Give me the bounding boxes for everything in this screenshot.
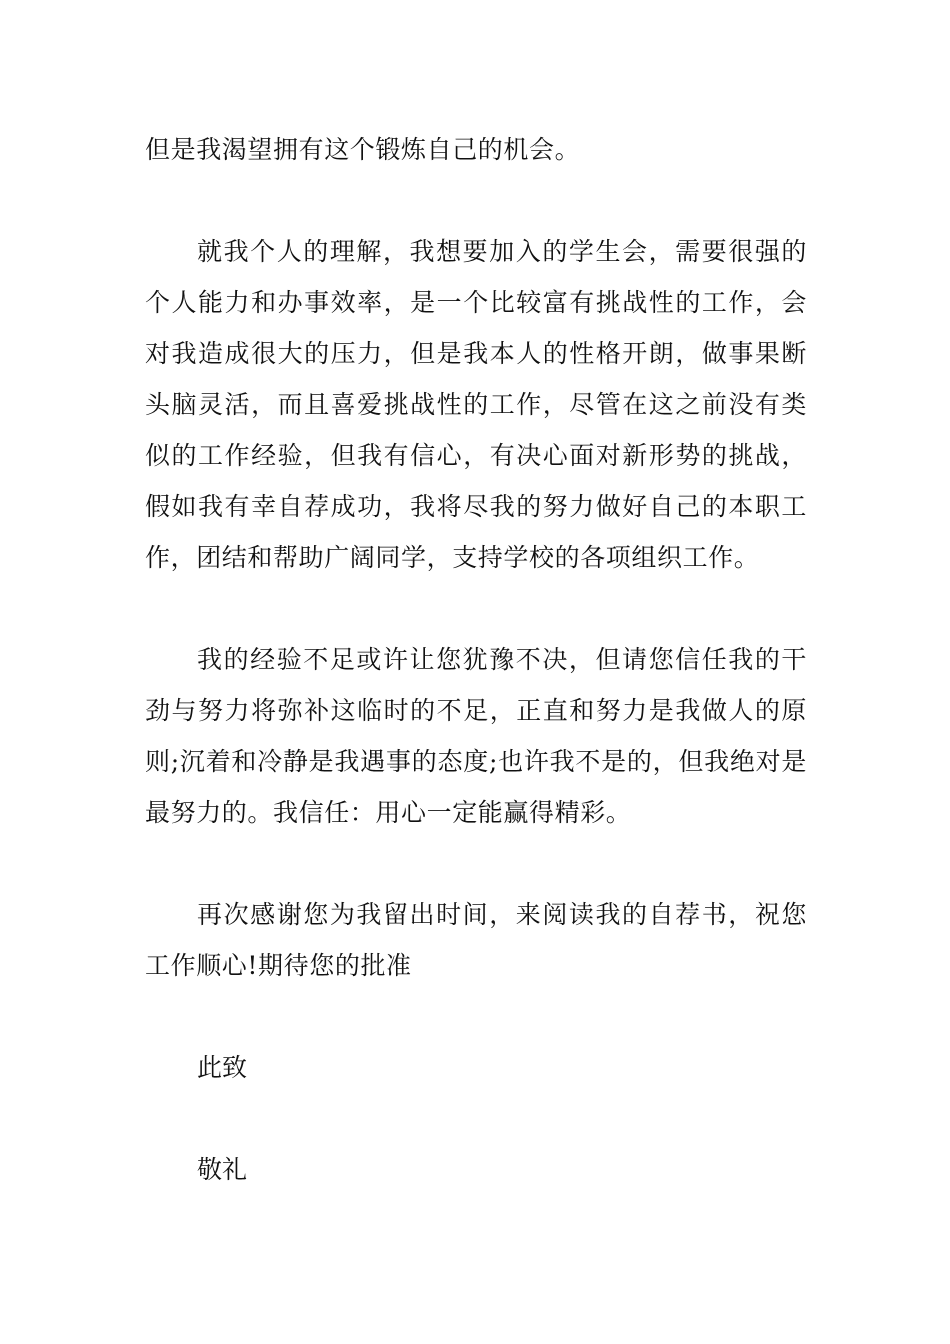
document-body [145, 124, 807, 1195]
paragraph-spacer [145, 583, 807, 634]
paragraph-spacer [145, 991, 807, 1042]
paragraph-continuation: 但是我渴望拥有这个锻炼自己的机会。 [145, 135, 581, 164]
closing-salutation: 此致 [197, 1053, 248, 1082]
paragraph-personal-understanding: 就我个人的理解，我想要加入的学生会，需要很强的个人能力和办事效率，是一个比较富有挑战性的工作，会对我造成很大的压力，但是我本人的性格开朗，做事果断头脑灵活，而且喜爱挑战性的工作，尽管在这之前没有类似的工作经验，但我有信心，有决心面对新形势的挑战，假如我有幸自荐成功，我将尽我的努力做好自己的本职工作，团结和帮助广阔同学，支持学校的各项组织工作。 [145, 237, 807, 572]
paragraph-spacer [145, 1093, 807, 1144]
paragraph-spacer [145, 838, 807, 889]
paragraph-spacer [145, 175, 807, 226]
closing-regards: 敬礼 [197, 1155, 248, 1184]
paragraph-experience: 我的经验不足或许让您犹豫不决，但请您信任我的干劲与努力将弥补这临时的不足，正直和努力是我做人的原则;沉着和冷静是我遇事的态度;也许我不是的，但我绝对是最努力的。我信任：用心一定能赢得精彩。 [145, 645, 807, 827]
paragraph-thanks: 再次感谢您为我留出时间，来阅读我的自荐书，祝您工作顺心!期待您的批准 [145, 900, 807, 980]
